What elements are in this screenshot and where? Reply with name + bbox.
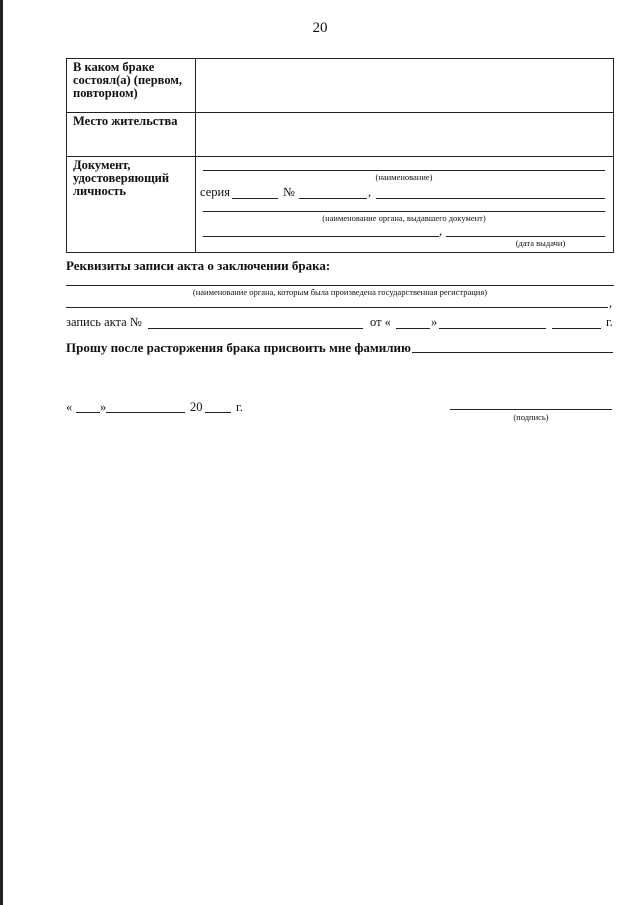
record-year-suffix: г.: [606, 315, 613, 329]
date-close-quote: »: [100, 400, 107, 414]
sign-year-suffix: г.: [236, 400, 243, 414]
document-extra-line[interactable]: [376, 198, 605, 199]
marriage-record-title: Реквизиты записи акта о заключении брака:: [66, 258, 331, 273]
series-label: серия: [200, 185, 230, 199]
authority-caption: (наименование органа, которым была произведена государственная регистрация): [192, 287, 488, 297]
document-name-line[interactable]: [203, 170, 605, 171]
document-name-caption: (наименование): [375, 172, 433, 182]
new-surname-line[interactable]: [412, 352, 613, 353]
issue-date-caption: (дата выдачи): [515, 238, 566, 248]
record-year-line[interactable]: [552, 328, 601, 329]
record-date-close: »: [431, 315, 438, 329]
record-day-line[interactable]: [396, 328, 430, 329]
identity-document-field: [196, 157, 614, 253]
record-number-line[interactable]: [148, 328, 363, 329]
residence-label: Место жительства: [67, 113, 196, 157]
record-date-open: от «: [370, 315, 391, 329]
number-sign: №: [283, 185, 295, 199]
identity-document-label: Документ, удостоверяющий личность: [67, 157, 196, 253]
record-number-label: запись акта №: [66, 315, 142, 329]
document-number-line[interactable]: [299, 198, 367, 199]
issue-comma: ,: [439, 224, 443, 238]
page-number: 20: [312, 20, 328, 36]
sign-day-line[interactable]: [76, 412, 100, 413]
record-month-line[interactable]: [439, 328, 546, 329]
sign-year-prefix: 20: [190, 400, 203, 414]
signature-caption: (подпись): [513, 412, 549, 422]
personal-data-table: [66, 58, 614, 253]
signature-line[interactable]: [450, 409, 612, 410]
marriage-order-field[interactable]: [196, 59, 614, 113]
issuer-line[interactable]: [203, 211, 605, 212]
series-comma: ,: [368, 185, 372, 199]
page-left-edge: [0, 0, 3, 905]
sign-year-line[interactable]: [205, 412, 231, 413]
sign-month-line[interactable]: [106, 412, 185, 413]
authority-line[interactable]: [66, 285, 614, 286]
date-open-quote: «: [66, 400, 73, 414]
authority-comma: ,: [609, 296, 613, 310]
series-line[interactable]: [232, 198, 278, 199]
marriage-order-label: В каком браке состоял(а) (первом, повторном): [67, 59, 196, 113]
authority-continue-line[interactable]: [66, 307, 608, 308]
residence-field[interactable]: [196, 113, 614, 157]
issuer-caption: (наименование органа, выдавшего документ): [322, 213, 486, 223]
surname-request-text: Прошу после расторжения брака присвоить мне фамилию: [66, 340, 411, 355]
issue-date-line[interactable]: [446, 236, 605, 237]
issuer-continue-line[interactable]: [203, 236, 439, 237]
